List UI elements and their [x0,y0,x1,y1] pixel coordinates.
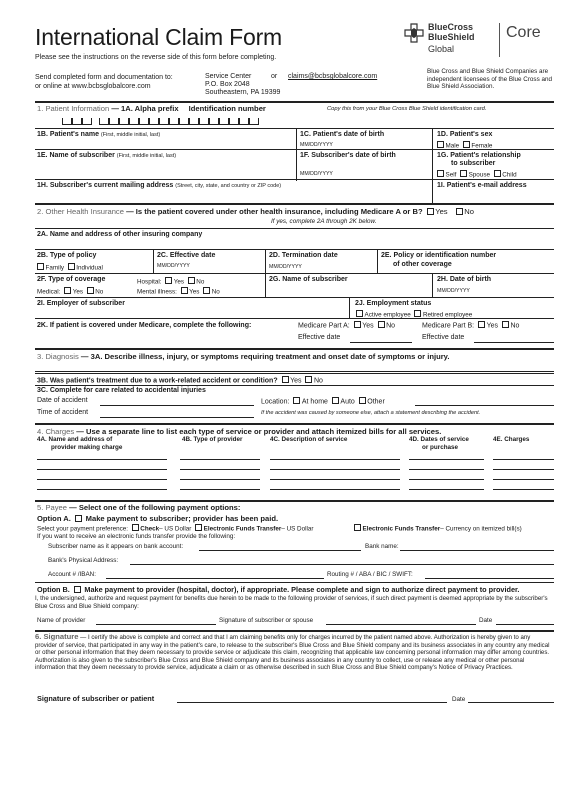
option-a-checkbox[interactable] [75,515,82,522]
col-provider-type-header: 4B. Type of provider [182,436,243,443]
relationship-line2: to subscriber [451,160,496,167]
option-a-text: Make payment to subscriber; provider has been paid. [85,514,279,523]
charge-cell[interactable] [180,479,260,480]
work-no-checkbox[interactable] [305,376,312,383]
id-number-label: Identification number [188,104,266,113]
female-checkbox[interactable] [463,141,470,148]
location-options [261,397,385,406]
spouse-checkbox[interactable] [460,170,467,177]
self-checkbox[interactable] [437,170,444,177]
effective-date-label: 2C. Effective date [157,252,216,259]
account-label: Account # /IBAN: [48,571,96,578]
check-suffix: – US Dollar [159,525,192,533]
charge-cell[interactable] [180,459,260,460]
work-no-label: No [313,377,323,385]
other-insurance-note: If yes, complete 2A through 2K below. [271,218,377,225]
signature-paragraph [35,633,554,672]
row-rule [35,273,554,274]
medicare-a-no-checkbox[interactable] [378,321,385,328]
section-3-rule [35,348,554,350]
medicare-b-yes-checkbox[interactable] [478,321,485,328]
medicare-a-yes-checkbox[interactable] [354,321,361,328]
mailing-address-hint: (Street, city, state, and country or ZIP code) [175,183,282,189]
retired-checkbox[interactable] [414,310,421,317]
accident-care-label: 3C. Complete for care related to accidental injuries [37,387,206,394]
check-usd-checkbox[interactable] [132,524,139,531]
family-label: Family [45,264,65,272]
charge-cell[interactable] [37,479,167,480]
id-box[interactable] [219,118,229,125]
preference-label: Select your payment preference: [37,525,129,533]
family-checkbox[interactable] [37,263,44,270]
col-provider-header [37,436,122,451]
option-b-date-line[interactable] [496,624,554,625]
licensee-note: Blue Cross and Blue Shield Companies are independent licensees of the Blue Cross and Blue Shield Association. [427,68,552,90]
medicare-b-eff-line[interactable] [474,342,554,343]
logo-divider [499,23,500,57]
section-3-heading [37,352,449,361]
routing-label: Routing # / ABA / BIC / SWIFT: [327,571,413,578]
medicare-label: 2K. If patient is covered under Medicare, complete the following: [37,322,252,329]
employer-label: 2I. Employer of subscriber [37,300,125,307]
hospital-yes-checkbox[interactable] [165,277,172,284]
section-5-heading [37,503,240,512]
medicare-b-label: Medicare Part B: [422,322,475,330]
col-dates-line1: 4D. Dates of service [409,436,469,443]
id-box[interactable] [229,118,239,125]
charge-cell[interactable] [180,489,260,490]
option-b-label: Option B. [37,585,70,594]
option-b-checkbox[interactable] [74,586,81,593]
other-insurance-question: — Is the patient covered under other health insurance, including Medicare A or B? [126,207,423,216]
medicare-a-label: Medicare Part A: [298,322,350,330]
section-1-number: 1. Patient Information [37,104,110,113]
charge-cell[interactable] [37,469,167,470]
charge-cell[interactable] [270,479,400,480]
payee-instruction: — Select one of the following payment options: [69,503,241,512]
patient-name-text: 1B. Patient's name [37,131,99,138]
row-rule [35,297,554,298]
provider-name-line[interactable] [96,624,216,625]
id-box[interactable] [179,118,189,125]
charge-cell[interactable] [409,459,484,460]
subscriber-dob-hint: MM/DD/YYYY [300,171,333,177]
option-b-line [37,585,519,594]
email-label: 1I. Patient's e-mail address [437,182,527,189]
account-line[interactable] [106,578,324,579]
payment-preference-line [37,524,314,533]
alpha-box[interactable] [62,118,72,125]
charge-cell[interactable] [409,479,484,480]
section-4-rule [35,423,554,425]
logo-blueshield: BlueShield [428,32,475,42]
option-b-date-label: Date [479,617,493,624]
other-subscriber-label: 2G. Name of subscriber [269,276,348,283]
charge-cell[interactable] [270,489,400,490]
work-related-text: 3B. Was patient's treatment due to a work-related accident or condition? [37,377,278,385]
eft-usd-label: Electronic Funds Transfer [203,525,282,533]
other-dob-hint: MM/DD/YYYY [437,288,470,294]
other-location-label: Other [367,398,385,406]
option-a-label: Option A. [37,514,71,523]
section-5-number: 5. Payee [37,503,67,512]
charge-cell[interactable] [409,469,484,470]
charge-cell[interactable] [493,489,554,490]
eft-currency-label: Electronic Funds Transfer [362,525,441,533]
send-instructions [35,73,173,91]
row-rule [35,318,554,319]
final-date-label: Date [452,696,466,703]
id-box[interactable] [99,118,109,125]
eft-currency-option [352,524,522,533]
mailing-address-label [37,182,281,189]
at-home-checkbox[interactable] [293,397,300,404]
id-box[interactable] [239,118,249,125]
logo-global: Global [428,44,455,54]
row-rule [35,128,554,129]
subscriber-name-label [37,152,176,159]
section-6-rule [35,630,554,632]
final-signature-line[interactable] [177,702,447,703]
row-rule [35,249,554,250]
charge-cell[interactable] [493,459,554,460]
policy-type-label: 2B. Type of policy [37,252,97,259]
charge-cell[interactable] [270,469,400,470]
accident-time-label: Time of accident [37,409,89,416]
relationship-line1: 1G. Patient's relationship [437,152,521,159]
charges-instruction: — Use a separate line to list each type of service or provider and attach itemized bills for all services. [76,427,442,436]
logo-bluecross: BlueCross [428,22,474,32]
subscriber-bank-name-label: Subscriber name as it appears on bank account: [48,543,184,550]
medicare-a-eff-label: Effective date [298,334,341,341]
medical-options [37,287,103,296]
col-dates-line2: or purchase [422,443,459,451]
charge-cell[interactable] [493,479,554,480]
col-divider [432,179,433,203]
service-city: Southeastern, PA 19399 [205,89,281,96]
or-text: or [271,73,278,80]
employment-status-label: 2J. Employment status [355,300,432,307]
section-2-number: 2. Other Health Insurance [37,207,124,216]
charge-cell[interactable] [180,469,260,470]
eft-currency-suffix: – Currency on itemized bill(s) [440,525,522,533]
col-description-header: 4C. Description of service [270,436,348,443]
diagnosis-question: — 3A. Describe illness, injury, or symptoms requiring treatment and onset date of symptoms or injury. [80,352,450,361]
col-divider [296,128,297,181]
row-rule [35,149,554,150]
spouse-label: Spouse [468,171,490,179]
col-divider [432,273,433,298]
location-label: Location: [261,398,290,406]
child-checkbox[interactable] [494,170,501,177]
section-4-heading [37,427,441,436]
section-1-heading [37,104,266,113]
id-box[interactable] [119,118,129,125]
medicare-a-no-label: No [386,322,396,330]
final-signature-label: Signature of subscriber or patient [37,694,155,703]
hospital-no-checkbox[interactable] [188,277,195,284]
coverage-type-label: 2F. Type of coverage [37,276,106,283]
other-location-checkbox[interactable] [359,397,366,404]
id-box[interactable] [189,118,199,125]
mental-yes-checkbox[interactable] [181,287,188,294]
form-subtitle: Please see the instructions on the reverse side of this form before completing. [35,54,277,61]
mailing-address-text: 1H. Subscriber's current mailing address [37,182,174,189]
effective-date-hint: MM/DD/YYYY [157,263,190,269]
work-related-question [37,376,323,385]
send-line: Send completed form and documentation to: [35,74,173,81]
row-rule [35,582,554,583]
medicare-b-yes-label: Yes [486,322,499,330]
other-insurer-label: 2A. Name and address of other insuring company [37,231,203,238]
retired-label: Retired employee [422,311,473,319]
col-provider-line1: 4A. Name and address of [37,436,113,443]
col-dates-header [409,436,469,451]
section-3-number: 3. Diagnosis [37,352,79,361]
accident-time-line[interactable] [100,417,254,418]
patient-name-hint: (First, middle initial, last) [100,132,161,138]
medicare-a-yes-label: Yes [362,322,374,330]
alpha-box[interactable] [72,118,82,125]
col-divider [377,249,378,273]
subscriber-name-hint: (First, middle initial, last) [116,153,177,159]
policy-number-line2: of other coverage [393,260,452,268]
charge-cell[interactable] [409,489,484,490]
self-label: Self [445,171,457,179]
section-6-number: 6. Signature [35,632,79,641]
hospital-options [137,277,204,286]
policy-number-line1: 2E. Policy or identification number [381,252,497,259]
id-box[interactable] [109,118,119,125]
service-box: P.O. Box 2048 [205,81,250,88]
id-box[interactable] [129,118,139,125]
subscriber-bank-name-line[interactable] [199,550,361,551]
subscriber-spouse-sig-label: Signature of subscriber or spouse [219,617,314,624]
accident-date-label: Date of accident [37,397,88,404]
medicare-b-eff-label: Effective date [422,334,465,341]
col-provider-line2: provider making charge [51,443,123,451]
col-charges-header: 4E. Charges [493,436,530,443]
id-box[interactable] [199,118,209,125]
child-label: Child [502,171,517,179]
copy-note: Copy this from your Blue Cross Blue Shield identification card. [327,106,487,112]
termination-date-hint: MM/DD/YYYY [269,264,302,270]
cross-shield-icon [404,23,424,43]
mental-label: Mental illness: [137,288,177,296]
eft-usd-checkbox[interactable] [195,524,202,531]
section-1-rule [35,101,554,103]
policy-type-options [35,263,103,272]
medicare-b-no-checkbox[interactable] [502,321,509,328]
authorization-text: I, the undersigned, authorize and request payment for benefits due herein to be made to the following provider of services, if such direct payment is deemed appropriate by the subscriber's Blue Cross and Blue Shield company: [35,595,548,610]
other-no-checkbox[interactable] [456,208,463,215]
id-box[interactable] [249,118,259,125]
charge-cell[interactable] [493,469,554,470]
work-yes-label: Yes [290,377,302,385]
section-4-number: 4. Charges [37,427,75,436]
id-box[interactable] [159,118,169,125]
medicare-a-eff-line[interactable] [350,342,412,343]
active-label: Active employee [364,311,411,319]
work-yes-checkbox[interactable] [282,376,289,383]
other-no-label: No [464,207,474,216]
accident-date-line[interactable] [100,405,254,406]
section-2-heading [37,207,474,216]
medical-no-label: No [95,288,104,296]
individual-checkbox[interactable] [68,263,75,270]
bank-address-label: Bank's Physical Address: [48,557,119,564]
section-5-rule [35,500,554,502]
row-rule [35,228,554,229]
auto-label: Auto [340,398,355,406]
medical-label: Medical: [37,288,61,296]
alpha-box[interactable] [82,118,92,125]
at-home-label: At home [301,398,328,406]
individual-label: Individual [76,264,103,272]
diagnosis-line[interactable] [35,371,554,372]
relationship-options [435,170,517,179]
alpha-prefix-label: — 1A. Alpha prefix [111,104,179,113]
id-box[interactable] [209,118,219,125]
mental-no-label: No [211,288,220,296]
subscriber-name-text: 1E. Name of subscriber [37,152,115,159]
hospital-label: Hospital: [137,278,162,286]
signature-certification: — I certify the above is complete and correct and that I am claiming benefits only for charges incurred by the patient named above. Authorization is hereby given to any provider of service, that participated in any way in the patient's care, to release to the subscriber's Blue Cross and Blue Shield company and its business associates in any country any medical or other personal information that they deem necessary to provide service or adjudicate this claim, recognizing that applicable law concerning personal information may differ among countries. Authorization is also given to the subscriber's Blue Cross and Blue Shield company and its business associates in any country to collect, use or release any medical or other personal information that they deem necessary to provide service, adjudicate a claim or as otherwise described in such Blue Cross and Blue Shield company's Notice of Privacy Practices. [35,634,550,672]
row-rule [35,179,554,180]
charge-cell[interactable] [37,489,167,490]
medical-yes-checkbox[interactable] [64,287,71,294]
termination-date-label: 2D. Termination date [269,252,338,259]
col-divider [349,297,350,319]
option-b-text: Make payment to provider (hospital, doctor), if appropriate. Please complete and sign to authorize direct payment to provider. [84,585,520,594]
medical-yes-label: Yes [72,288,83,296]
eft-usd-suffix: – US Dollar [281,525,314,533]
hospital-yes-label: Yes [173,278,185,286]
online-line[interactable]: or online at www.bcbsglobalcore.com [35,83,151,90]
male-checkbox[interactable] [437,141,444,148]
mental-no-checkbox[interactable] [203,287,210,294]
row-rule [35,385,554,386]
option-a-line [37,514,278,523]
mental-yes-label: Yes [189,288,200,296]
policy-number-label [381,252,496,269]
medicare-b-options [422,321,519,330]
other-dob-label: 2H. Date of birth [437,276,492,283]
id-box[interactable] [139,118,149,125]
logo-wordmark [428,22,475,42]
subscriber-spouse-sig-line[interactable] [326,624,476,625]
check-label: Check [140,525,160,533]
section-2-rule [35,203,554,205]
claims-email-link[interactable]: claims@bcbsglobalcore.com [288,73,378,80]
female-label: Female [471,142,493,150]
charge-cell[interactable] [270,459,400,460]
final-date-line[interactable] [468,702,554,703]
mental-options [137,287,220,296]
subscriber-dob-label: 1F. Subscriber's date of birth [300,152,396,159]
relationship-label [437,152,521,168]
bank-name-line[interactable] [400,550,554,551]
col-divider [432,128,433,181]
service-center-address [205,73,280,97]
id-box[interactable] [169,118,179,125]
routing-line[interactable] [425,578,554,579]
col-divider [153,249,154,273]
bcbs-global-core-logo [404,17,554,67]
active-checkbox[interactable] [356,310,363,317]
bank-name-label: Bank name: [365,543,399,550]
hospital-no-label: No [196,278,205,286]
patient-sex-label: 1D. Patient's sex [437,131,493,138]
bank-address-line[interactable] [130,564,554,565]
charge-cell[interactable] [37,459,167,460]
medical-no-checkbox[interactable] [87,287,94,294]
provider-name-label: Name of provider [37,617,86,624]
auto-checkbox[interactable] [332,397,339,404]
patient-dob-label: 1C. Patient's date of birth [300,131,385,138]
row-rule [35,373,554,374]
patient-dob-hint: MM/DD/YYYY [300,142,333,148]
logo-core: Core [506,24,541,41]
other-yes-label: Yes [435,207,448,216]
eft-note: If you want to receive an electronic funds transfer provide the following: [37,533,236,540]
medicare-b-no-label: No [510,322,520,330]
medicare-a-options [298,321,395,330]
other-location-line[interactable] [415,405,554,406]
other-yes-checkbox[interactable] [427,208,434,215]
service-name: Service Center [205,73,252,80]
form-title: International Claim Form [35,24,283,50]
accident-note: If the accident was caused by someone else, attach a statement describing the accident. [261,410,481,416]
male-label: Male [445,142,460,150]
patient-name-label [37,131,160,138]
eft-currency-checkbox[interactable] [354,524,361,531]
id-box[interactable] [149,118,159,125]
